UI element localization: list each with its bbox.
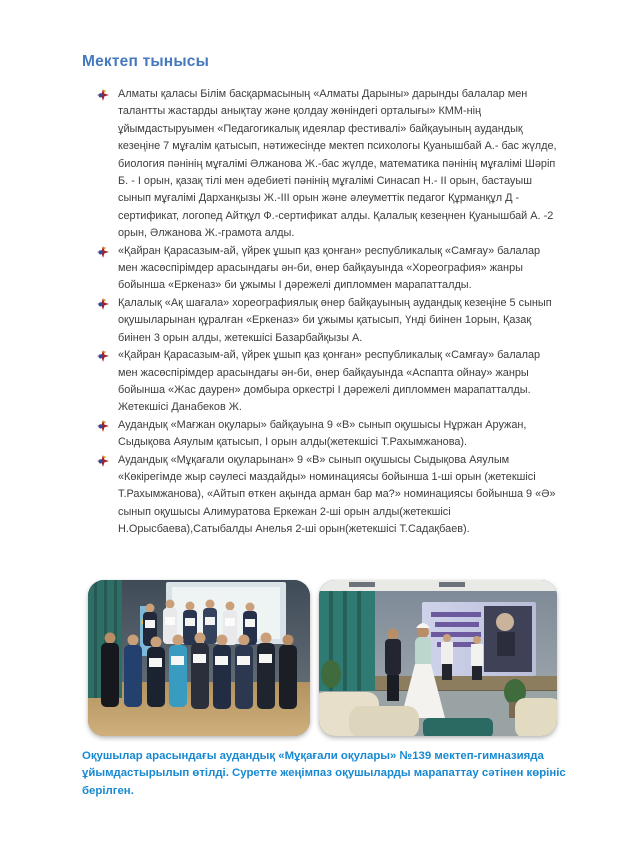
bullet-text: Аудандық «Мағжан оқулары» байқауына 9 «В» сынып оқушысы Нұржан Аружан, Сыдықова Аяулым қатысып, I орын алды(жетекшісі Т.Рахымжанова). xyxy=(118,418,527,449)
bullet-text: Аудандық «Мұқағали оқуларынан» 9 «В» сынып оқушысы Сыдықова Аяулым «Көкірегімде жыр сәулесі маздайды» номинациясы бойынша 1-ші орын (жетекшісі Т.Рахымжанова), «Айтып өткен ақында арман бар ма?» номинациясы бойынша 9 «Ә» сынып оқушысы Алимуратова Еркежан 2-ші орын алды(жетекшісі Н.Орысбаева),Сатыбалды Анелья 2-ші орын(жетекшісі Т.Садақбаев). xyxy=(118,453,556,536)
bullet-text: Алматы қаласы Білім басқармасының «Алматы Дарыны» дарынды балалар мен талантты жастарды анықтау және қолдау жөніндегі орталығы» КММ-нің ұйымдастыруымен «Педагогикалық идеялар фестивалі» байқауының аудандық кезеңіне 7 мұғалім қатысып, нәтижесінде мектеп психологы Қуанышбай А.- бас жүлде, биология пәнінің мұғалімі Әлжанова Ж.-бас жүлде, математика пәнінің мұғалімі Шәріп Б. - I орын, қазақ тілі мен әдебиеті пәнінің мұғалімі Синасап Н.- II орын, бастауыш сынып мұғалімі Дарханқызы Ж.-III орын және әлеуметтік педагог Құрманқұл Д - сертификат, логопед Айтқұл Ф.-сертификат алды. Қалалық кезеңнен Қуанышбай А. -2 орын, Әлжанова Ж.-грамота алды. xyxy=(118,88,557,240)
bullet-item xyxy=(97,295,557,347)
bullet-item xyxy=(97,347,557,417)
award-winners-group-photo-art xyxy=(88,580,310,736)
bullet-item xyxy=(97,86,557,243)
photo-row xyxy=(88,580,619,736)
award-ceremony-stage-photo-art xyxy=(319,580,557,736)
bullet-text: Қалалық «Ақ шағала» хореографиялық өнер байқауының аудандық кезеңіне 5 сынып оқушыларынан құралған «Еркеназ» би ұжымы қатысып, Үнді биінен 1орын, Қазақ биінен 3 орын алды, жетекшісі Базарбайқызы А. xyxy=(118,296,552,344)
colored-star-bullet-icon xyxy=(97,350,109,362)
colored-star-bullet-icon xyxy=(97,246,109,258)
colored-star-bullet-icon xyxy=(97,89,109,101)
photo-caption: Оқушылар арасындағы аудандық «Мұқағали оқулары» №139 мектеп-гимназияда ұйымдастырылып өтілді. Суретте жеңімпаз оқушыларды марапаттау сәтінен көрініс берілген. xyxy=(82,749,566,797)
award-ceremony-stage-photo xyxy=(319,580,557,736)
bullet-item xyxy=(97,452,557,539)
bullet-item xyxy=(97,243,557,295)
bullet-item xyxy=(97,417,557,452)
bullet-list xyxy=(97,86,557,539)
page-title: Мектеп тынысы xyxy=(82,53,210,70)
bullet-text: «Қайран Қарасазым-ай, үйрек ұшып қаз қонған» республикалық «Самғау» балалар мен жасөспірімдер арасындағы ән-би, өнер байқауында «Хореография» жанры бойынша «Еркеназ» би ұжымы I дәрежелі дипломмен марапатталды. xyxy=(118,244,541,292)
colored-star-bullet-icon xyxy=(97,298,109,310)
colored-star-bullet-icon xyxy=(97,420,109,432)
bullet-text: «Қайран Қарасазым-ай, үйрек ұшып қаз қонған» республикалық «Самғау» балалар мен жасөспірімдер арасындағы ән-би, өнер байқауында «Аспапта ойнау» жанры бойынша «Жас даурен» домбыра оркестрі I дәрежелі дипломмен марапатталды. Жетекшісі Данабеков Ж. xyxy=(118,349,541,414)
award-winners-group-photo xyxy=(88,580,310,736)
colored-star-bullet-icon xyxy=(97,455,109,467)
